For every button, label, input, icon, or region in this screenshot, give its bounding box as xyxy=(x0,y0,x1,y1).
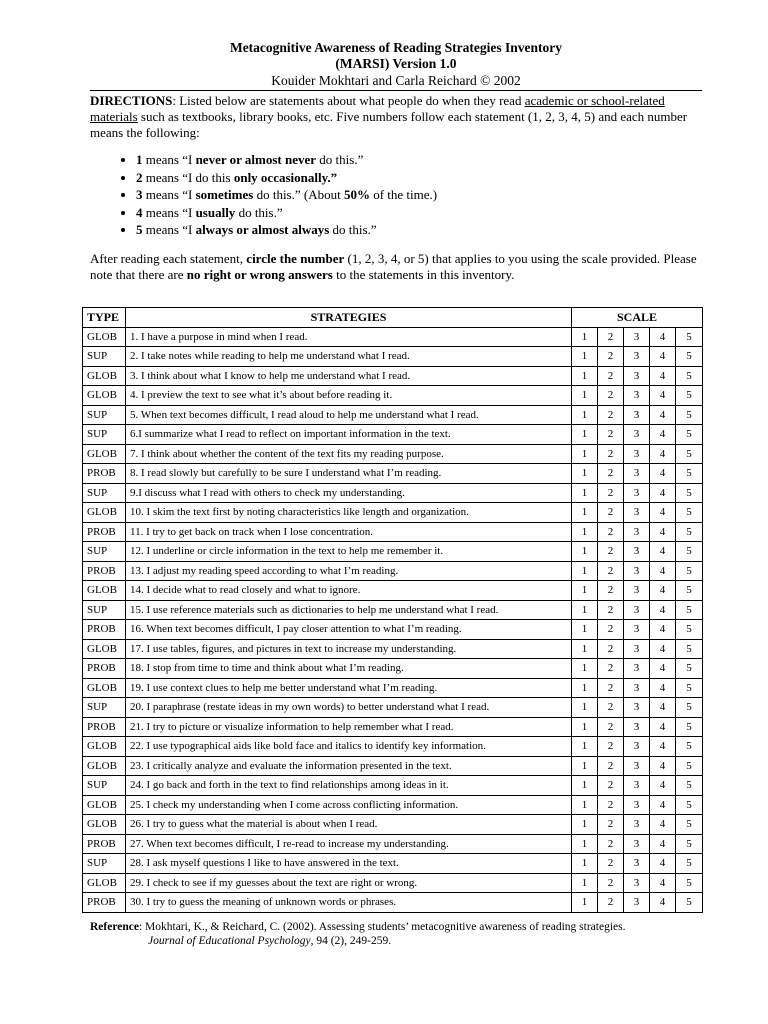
table-row xyxy=(83,698,703,718)
strategy-type-cell: GLOB xyxy=(83,756,126,776)
scale-option-4[interactable]: 4 xyxy=(650,483,676,503)
strategy-text-cell: 5. When text becomes difficult, I read aloud to help me understand what I read. xyxy=(126,405,572,425)
scale-option-5[interactable]: 5 xyxy=(676,347,703,367)
scale-meaning-text: means “I xyxy=(142,204,196,220)
scale-option-5[interactable]: 5 xyxy=(676,464,703,484)
scale-meaning-item xyxy=(136,186,702,204)
scale-option-5[interactable]: 5 xyxy=(676,776,703,796)
scale-option-4[interactable]: 4 xyxy=(650,542,676,562)
scale-option-3[interactable]: 3 xyxy=(624,854,650,874)
scale-option-4[interactable]: 4 xyxy=(650,425,676,445)
scale-option-5[interactable]: 5 xyxy=(676,503,703,523)
scale-option-5[interactable]: 5 xyxy=(676,483,703,503)
scale-option-3[interactable]: 3 xyxy=(624,639,650,659)
scale-option-2[interactable]: 2 xyxy=(598,561,624,581)
scale-option-4[interactable]: 4 xyxy=(650,522,676,542)
scale-option-3[interactable]: 3 xyxy=(624,561,650,581)
scale-meaning-text: do this.” xyxy=(235,204,283,220)
scale-option-4[interactable]: 4 xyxy=(650,717,676,737)
scale-option-5[interactable]: 5 xyxy=(676,639,703,659)
scale-meaning-emphasis: 50% xyxy=(343,187,370,202)
table-row xyxy=(83,347,703,367)
scale-option-1[interactable]: 1 xyxy=(572,386,598,406)
scale-meaning-item xyxy=(136,221,702,239)
scale-option-2[interactable]: 2 xyxy=(598,854,624,874)
strategy-type-cell: PROB xyxy=(83,659,126,679)
strategy-text-cell: 27. When text becomes difficult, I re-read to increase my understanding. xyxy=(126,834,572,854)
scale-meaning-number: 1 xyxy=(136,152,143,167)
table-row xyxy=(83,815,703,835)
scale-option-5[interactable]: 5 xyxy=(676,327,703,347)
scale-option-2[interactable]: 2 xyxy=(598,483,624,503)
instructions-bold-a: circle the number xyxy=(246,250,345,266)
reference-label: Reference xyxy=(90,921,139,933)
strategy-type-cell: SUP xyxy=(83,776,126,796)
instructions-bold-b: no right or wrong answers xyxy=(186,266,333,282)
strategy-type-cell: PROB xyxy=(83,620,126,640)
scale-option-1[interactable]: 1 xyxy=(572,639,598,659)
scale-meaning-emphasis: usually xyxy=(195,204,236,220)
scale-option-1[interactable]: 1 xyxy=(572,893,598,913)
scale-option-1[interactable]: 1 xyxy=(572,620,598,640)
table-row xyxy=(83,834,703,854)
strategy-text-cell: 25. I check my understanding when I come across conflicting information. xyxy=(126,795,572,815)
scale-option-4[interactable]: 4 xyxy=(650,873,676,893)
scale-option-1[interactable]: 1 xyxy=(572,542,598,562)
table-row xyxy=(83,542,703,562)
scale-option-3[interactable]: 3 xyxy=(624,873,650,893)
scale-option-3[interactable]: 3 xyxy=(624,386,650,406)
scale-option-4[interactable]: 4 xyxy=(650,503,676,523)
scale-option-4[interactable]: 4 xyxy=(650,444,676,464)
scale-option-5[interactable]: 5 xyxy=(676,522,703,542)
scale-option-2[interactable]: 2 xyxy=(598,620,624,640)
scale-option-1[interactable]: 1 xyxy=(572,815,598,835)
scale-meaning-emphasis: only occasionally.” xyxy=(233,169,338,185)
scale-option-1[interactable]: 1 xyxy=(572,776,598,796)
strategy-text-cell: 19. I use context clues to help me better understand what I’m reading. xyxy=(126,678,572,698)
scale-option-3[interactable]: 3 xyxy=(624,581,650,601)
type-column-header: TYPE xyxy=(83,308,126,328)
scale-option-3[interactable]: 3 xyxy=(624,620,650,640)
strategy-type-cell: PROB xyxy=(83,717,126,737)
scale-option-4[interactable]: 4 xyxy=(650,639,676,659)
scale-meaning-emphasis: always or almost always xyxy=(195,222,330,237)
scale-option-1[interactable]: 1 xyxy=(572,483,598,503)
strategy-type-cell: GLOB xyxy=(83,737,126,757)
scale-meaning-list xyxy=(90,151,702,239)
strategy-type-cell: PROB xyxy=(83,522,126,542)
scale-option-5[interactable]: 5 xyxy=(676,581,703,601)
scale-option-3[interactable]: 3 xyxy=(624,405,650,425)
strategy-type-cell: SUP xyxy=(83,483,126,503)
scale-meaning-text: of the time.) xyxy=(369,187,438,202)
scale-option-4[interactable]: 4 xyxy=(650,678,676,698)
scale-option-5[interactable]: 5 xyxy=(676,893,703,913)
scale-option-5[interactable]: 5 xyxy=(676,678,703,698)
strategy-text-cell: 14. I decide what to read closely and what to ignore. xyxy=(126,581,572,601)
scale-option-4[interactable]: 4 xyxy=(650,698,676,718)
scale-option-2[interactable]: 2 xyxy=(598,327,624,347)
scale-option-2[interactable]: 2 xyxy=(598,425,624,445)
scale-option-1[interactable]: 1 xyxy=(572,854,598,874)
strategy-text-cell: 7. I think about whether the content of the text fits my reading purpose. xyxy=(126,444,572,464)
strategy-inventory-table xyxy=(82,307,703,913)
scale-meaning-text: means “I do this xyxy=(142,169,234,185)
scale-option-3[interactable]: 3 xyxy=(624,698,650,718)
scale-option-1[interactable]: 1 xyxy=(572,756,598,776)
scale-option-1[interactable]: 1 xyxy=(572,522,598,542)
scale-meaning-item xyxy=(136,204,702,222)
scale-option-3[interactable]: 3 xyxy=(624,503,650,523)
table-row xyxy=(83,717,703,737)
scale-option-2[interactable]: 2 xyxy=(598,893,624,913)
scale-option-1[interactable]: 1 xyxy=(572,678,598,698)
scale-option-4[interactable]: 4 xyxy=(650,366,676,386)
directions-paragraph xyxy=(90,93,702,141)
strategy-type-cell: GLOB xyxy=(83,327,126,347)
scale-option-3[interactable]: 3 xyxy=(624,464,650,484)
strategy-type-cell: GLOB xyxy=(83,815,126,835)
scale-option-3[interactable]: 3 xyxy=(624,795,650,815)
scale-option-1[interactable]: 1 xyxy=(572,717,598,737)
scale-option-5[interactable]: 5 xyxy=(676,542,703,562)
strategy-type-cell: GLOB xyxy=(83,366,126,386)
table-header-row xyxy=(83,308,703,328)
strategy-text-cell: 2. I take notes while reading to help me understand what I read. xyxy=(126,347,572,367)
reference-journal-rest: , 94 (2), 249-259. xyxy=(310,935,392,947)
scale-option-2[interactable]: 2 xyxy=(598,698,624,718)
scale-meaning-item xyxy=(136,151,702,169)
scale-meaning-text: means “I xyxy=(142,152,196,167)
table-row xyxy=(83,425,703,445)
scale-meaning-text: means “I xyxy=(142,222,196,237)
document-page xyxy=(90,40,702,283)
scale-option-3[interactable]: 3 xyxy=(624,366,650,386)
scale-option-5[interactable]: 5 xyxy=(676,834,703,854)
scale-option-2[interactable]: 2 xyxy=(598,503,624,523)
scale-option-2[interactable]: 2 xyxy=(598,444,624,464)
directions-label: DIRECTIONS xyxy=(90,93,173,108)
table-row xyxy=(83,639,703,659)
strategy-text-cell: 13. I adjust my reading speed according to what I’m reading. xyxy=(126,561,572,581)
strategy-type-cell: SUP xyxy=(83,854,126,874)
scale-option-4[interactable]: 4 xyxy=(650,347,676,367)
scale-option-3[interactable]: 3 xyxy=(624,756,650,776)
strategy-text-cell: 22. I use typographical aids like bold face and italics to identify key information. xyxy=(126,737,572,757)
scale-option-4[interactable]: 4 xyxy=(650,815,676,835)
reference-journal: Journal of Educational Psychology xyxy=(148,935,311,947)
scale-option-5[interactable]: 5 xyxy=(676,386,703,406)
scale-option-4[interactable]: 4 xyxy=(650,795,676,815)
document-authors: Kouider Mokhtari and Carla Reichard © 2002 xyxy=(271,73,521,88)
scale-meaning-text: means “I xyxy=(142,187,196,202)
scale-option-1[interactable]: 1 xyxy=(572,366,598,386)
scale-option-4[interactable]: 4 xyxy=(650,600,676,620)
instructions-text-b: (1, 2, 3, 4, or 5) that applies to you using the scale provided. Please note that there are xyxy=(90,250,697,282)
scale-option-4[interactable]: 4 xyxy=(650,776,676,796)
scale-option-1[interactable]: 1 xyxy=(572,444,598,464)
scale-option-5[interactable]: 5 xyxy=(676,737,703,757)
strategy-text-cell: 6.I summarize what I read to reflect on important information in the text. xyxy=(126,425,572,445)
scale-option-5[interactable]: 5 xyxy=(676,366,703,386)
strategy-type-cell: SUP xyxy=(83,405,126,425)
strategy-text-cell: 11. I try to get back on track when I lose concentration. xyxy=(126,522,572,542)
scale-option-2[interactable]: 2 xyxy=(598,347,624,367)
scale-option-4[interactable]: 4 xyxy=(650,327,676,347)
scale-option-2[interactable]: 2 xyxy=(598,600,624,620)
strategy-type-cell: GLOB xyxy=(83,444,126,464)
strategy-text-cell: 30. I try to guess the meaning of unknown words or phrases. xyxy=(126,893,572,913)
table-row xyxy=(83,795,703,815)
table-row xyxy=(83,444,703,464)
table-row xyxy=(83,581,703,601)
scale-option-5[interactable]: 5 xyxy=(676,873,703,893)
strategy-text-cell: 16. When text becomes difficult, I pay closer attention to what I’m reading. xyxy=(126,620,572,640)
reference-note xyxy=(90,920,710,948)
scale-option-2[interactable]: 2 xyxy=(598,815,624,835)
table-row xyxy=(83,386,703,406)
scale-option-3[interactable]: 3 xyxy=(624,776,650,796)
scale-option-4[interactable]: 4 xyxy=(650,756,676,776)
strategy-type-cell: SUP xyxy=(83,425,126,445)
scale-option-4[interactable]: 4 xyxy=(650,561,676,581)
scale-option-4[interactable]: 4 xyxy=(650,581,676,601)
strategy-text-cell: 8. I read slowly but carefully to be sure I understand what I’m reading. xyxy=(126,464,572,484)
scale-option-5[interactable]: 5 xyxy=(676,561,703,581)
scale-option-5[interactable]: 5 xyxy=(676,698,703,718)
scale-option-2[interactable]: 2 xyxy=(598,678,624,698)
strategy-text-cell: 23. I critically analyze and evaluate the information presented in the text. xyxy=(126,756,572,776)
scale-option-4[interactable]: 4 xyxy=(650,464,676,484)
header-rule xyxy=(90,90,702,91)
strategy-type-cell: SUP xyxy=(83,698,126,718)
strategy-type-cell: SUP xyxy=(83,542,126,562)
strategy-text-cell: 1. I have a purpose in mind when I read. xyxy=(126,327,572,347)
scale-option-4[interactable]: 4 xyxy=(650,386,676,406)
document-title: Metacognitive Awareness of Reading Strategies Inventory xyxy=(229,40,563,55)
scale-option-2[interactable]: 2 xyxy=(598,386,624,406)
strategy-type-cell: SUP xyxy=(83,347,126,367)
scale-option-4[interactable]: 4 xyxy=(650,893,676,913)
strategy-text-cell: 17. I use tables, figures, and pictures in text to increase my understanding. xyxy=(126,639,572,659)
scale-option-3[interactable]: 3 xyxy=(624,444,650,464)
table-row xyxy=(83,503,703,523)
strategies-column-header: STRATEGIES xyxy=(126,308,572,328)
scale-option-3[interactable]: 3 xyxy=(624,600,650,620)
table-row xyxy=(83,678,703,698)
scale-option-1[interactable]: 1 xyxy=(572,873,598,893)
scale-option-1[interactable]: 1 xyxy=(572,464,598,484)
scale-meaning-text: do this.” (About xyxy=(253,187,344,202)
scale-option-3[interactable]: 3 xyxy=(624,737,650,757)
strategy-type-cell: GLOB xyxy=(83,795,126,815)
scale-meaning-emphasis: sometimes xyxy=(195,187,254,202)
scale-meaning-emphasis: never or almost never xyxy=(195,152,317,167)
scale-option-2[interactable]: 2 xyxy=(598,834,624,854)
table-row xyxy=(83,737,703,757)
scale-option-2[interactable]: 2 xyxy=(598,737,624,757)
table-row xyxy=(83,893,703,913)
strategy-type-cell: PROB xyxy=(83,561,126,581)
strategy-type-cell: PROB xyxy=(83,464,126,484)
instructions-text-c: to the statements in this inventory. xyxy=(332,266,515,282)
table-row xyxy=(83,600,703,620)
scale-option-1[interactable]: 1 xyxy=(572,600,598,620)
scale-option-2[interactable]: 2 xyxy=(598,464,624,484)
table-row xyxy=(83,522,703,542)
strategy-text-cell: 18. I stop from time to time and think about what I’m reading. xyxy=(126,659,572,679)
scale-option-4[interactable]: 4 xyxy=(650,854,676,874)
scale-option-3[interactable]: 3 xyxy=(624,542,650,562)
strategy-type-cell: GLOB xyxy=(83,873,126,893)
table-row xyxy=(83,620,703,640)
strategy-text-cell: 9.I discuss what I read with others to check my understanding. xyxy=(126,483,572,503)
scale-option-3[interactable]: 3 xyxy=(624,893,650,913)
scale-option-2[interactable]: 2 xyxy=(598,366,624,386)
scale-option-2[interactable]: 2 xyxy=(598,756,624,776)
table-row xyxy=(83,405,703,425)
scale-option-3[interactable]: 3 xyxy=(624,834,650,854)
table-row xyxy=(83,659,703,679)
scale-option-5[interactable]: 5 xyxy=(676,425,703,445)
scale-option-1[interactable]: 1 xyxy=(572,795,598,815)
scale-option-5[interactable]: 5 xyxy=(676,405,703,425)
scale-option-1[interactable]: 1 xyxy=(572,659,598,679)
scale-option-5[interactable]: 5 xyxy=(676,620,703,640)
table-row xyxy=(83,756,703,776)
scale-option-3[interactable]: 3 xyxy=(624,347,650,367)
instructions-text-a: After reading each statement, xyxy=(90,250,247,266)
strategy-type-cell: GLOB xyxy=(83,581,126,601)
scale-option-3[interactable]: 3 xyxy=(624,483,650,503)
scale-option-2[interactable]: 2 xyxy=(598,795,624,815)
strategy-text-cell: 3. I think about what I know to help me understand what I read. xyxy=(126,366,572,386)
strategy-text-cell: 28. I ask myself questions I like to have answered in the text. xyxy=(126,854,572,874)
table-row xyxy=(83,483,703,503)
scale-column-header: SCALE xyxy=(572,308,703,328)
scale-meaning-text: do this.” xyxy=(316,152,364,167)
scale-option-2[interactable]: 2 xyxy=(598,873,624,893)
strategy-text-cell: 4. I preview the text to see what it’s about before reading it. xyxy=(126,386,572,406)
scale-option-3[interactable]: 3 xyxy=(624,717,650,737)
scale-option-5[interactable]: 5 xyxy=(676,444,703,464)
scale-option-3[interactable]: 3 xyxy=(624,522,650,542)
strategy-type-cell: GLOB xyxy=(83,639,126,659)
strategy-type-cell: PROB xyxy=(83,893,126,913)
table-row xyxy=(83,464,703,484)
scale-option-3[interactable]: 3 xyxy=(624,425,650,445)
instructions-paragraph xyxy=(90,251,702,283)
table-row xyxy=(83,366,703,386)
scale-meaning-text: do this.” xyxy=(329,222,377,237)
scale-meaning-number: 5 xyxy=(136,222,143,237)
strategy-type-cell: GLOB xyxy=(83,386,126,406)
scale-option-3[interactable]: 3 xyxy=(624,659,650,679)
scale-option-2[interactable]: 2 xyxy=(598,659,624,679)
reference-journal-line xyxy=(90,934,710,948)
scale-option-1[interactable]: 1 xyxy=(572,425,598,445)
table-row xyxy=(83,873,703,893)
scale-option-2[interactable]: 2 xyxy=(598,542,624,562)
scale-option-5[interactable]: 5 xyxy=(676,756,703,776)
scale-option-3[interactable]: 3 xyxy=(624,815,650,835)
scale-option-2[interactable]: 2 xyxy=(598,717,624,737)
scale-option-1[interactable]: 1 xyxy=(572,503,598,523)
table-row xyxy=(83,327,703,347)
reference-text: : Mokhtari, K., & Reichard, C. (2002). Assessing students’ metacognitive awareness of reading strategies. xyxy=(138,921,626,933)
scale-option-5[interactable]: 5 xyxy=(676,795,703,815)
scale-option-2[interactable]: 2 xyxy=(598,776,624,796)
strategy-text-cell: 20. I paraphrase (restate ideas in my own words) to better understand what I read. xyxy=(126,698,572,718)
strategy-type-cell: GLOB xyxy=(83,678,126,698)
scale-option-1[interactable]: 1 xyxy=(572,737,598,757)
strategy-text-cell: 10. I skim the text first by noting characteristics like length and organization. xyxy=(126,503,572,523)
scale-option-1[interactable]: 1 xyxy=(572,834,598,854)
scale-option-5[interactable]: 5 xyxy=(676,854,703,874)
scale-option-3[interactable]: 3 xyxy=(624,678,650,698)
scale-option-4[interactable]: 4 xyxy=(650,405,676,425)
strategy-type-cell: SUP xyxy=(83,600,126,620)
strategy-text-cell: 21. I try to picture or visualize information to help remember what I read. xyxy=(126,717,572,737)
scale-option-5[interactable]: 5 xyxy=(676,717,703,737)
strategy-type-cell: GLOB xyxy=(83,503,126,523)
scale-option-4[interactable]: 4 xyxy=(650,659,676,679)
strategy-text-cell: 29. I check to see if my guesses about the text are right or wrong. xyxy=(126,873,572,893)
scale-option-2[interactable]: 2 xyxy=(598,405,624,425)
scale-option-1[interactable]: 1 xyxy=(572,327,598,347)
scale-option-5[interactable]: 5 xyxy=(676,815,703,835)
scale-option-2[interactable]: 2 xyxy=(598,581,624,601)
scale-option-4[interactable]: 4 xyxy=(650,620,676,640)
scale-meaning-number: 4 xyxy=(136,204,143,220)
directions-text-b: such as textbooks, library books, etc. Five numbers follow each statement (1, 2, 3, 4, 5) and each number means the following: xyxy=(90,109,688,140)
scale-option-4[interactable]: 4 xyxy=(650,737,676,757)
strategy-text-cell: 26. I try to guess what the material is about when I read. xyxy=(126,815,572,835)
strategy-text-cell: 15. I use reference materials such as dictionaries to help me understand what I read. xyxy=(126,600,572,620)
scale-option-4[interactable]: 4 xyxy=(650,834,676,854)
scale-meaning-number: 3 xyxy=(136,187,143,202)
table-row xyxy=(83,776,703,796)
scale-option-2[interactable]: 2 xyxy=(598,522,624,542)
document-subtitle: (MARSI) Version 1.0 xyxy=(335,56,457,71)
scale-meaning-item xyxy=(136,169,702,187)
scale-option-1[interactable]: 1 xyxy=(572,581,598,601)
scale-option-1[interactable]: 1 xyxy=(572,347,598,367)
table-row xyxy=(83,561,703,581)
scale-option-5[interactable]: 5 xyxy=(676,659,703,679)
scale-option-1[interactable]: 1 xyxy=(572,405,598,425)
directions-underlined: academic or school-related materials xyxy=(90,93,665,124)
directions-text-a: : Listed below are statements about what people do when they read xyxy=(172,93,525,108)
scale-option-5[interactable]: 5 xyxy=(676,600,703,620)
scale-meaning-number: 2 xyxy=(136,169,143,185)
scale-option-1[interactable]: 1 xyxy=(572,698,598,718)
strategy-text-cell: 24. I go back and forth in the text to find relationships among ideas in it. xyxy=(126,776,572,796)
scale-option-2[interactable]: 2 xyxy=(598,639,624,659)
strategy-type-cell: PROB xyxy=(83,834,126,854)
strategy-text-cell: 12. I underline or circle information in the text to help me remember it. xyxy=(126,542,572,562)
scale-option-3[interactable]: 3 xyxy=(624,327,650,347)
table-row xyxy=(83,854,703,874)
scale-option-1[interactable]: 1 xyxy=(572,561,598,581)
